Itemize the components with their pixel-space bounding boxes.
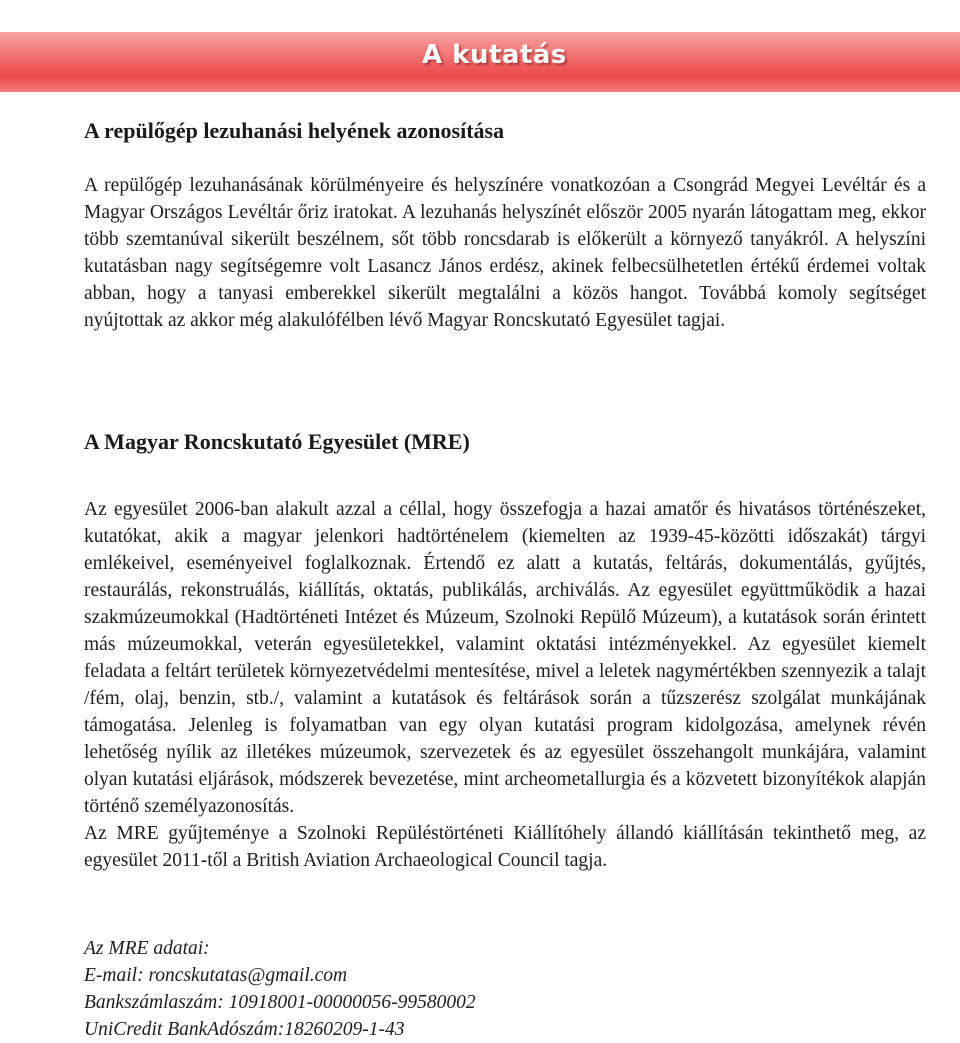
contact-tax-id: UniCredit BankAdószám:18260209-1-43 [84,1019,405,1040]
section-text-crash-site [84,172,926,334]
paragraph: Az egyesület 2006-ban alakult azzal a céllal, hogy összefogja a hazai amatőr és hivatásos történészeket, kutatókat, akik a magyar jelenkori hadtörténelem (kiemelten az 1939-45-közötti időszakát) tárgyi emlékeivel, eseményeivel foglalkoznak. Értendő ez alatt a kutatás, feltárás, dokumentálás, gyűjtés, restaurálás, rekonstruálás, kiállítás, oktatás, publikálás, archiválás. Az egyesület együttműködik a hazai szakmúzeumokkal (Hadtörténeti Intézet és Múzeum, Szolnoki Repülő Múzeum), a kutatások során érintett más múzeumokkal, veterán egyesületekkel, valamint oktatási intézményekkel. Az egyesület kiemelt feladata a feltárt területek környezetvédelmi mentesítése, mivel a leletek nagymértékben szennyezik a talajt /fém, olaj, benzin, stb./, valamint a kutatások és feltárások során a tűzszerész szolgálat munkájának támogatása. Jelenleg is folyamatban van egy olyan kutatási program kidolgozása, amelynek révén lehetőség nyílik az illetékes múzeumok, szervezetek és az egyesület összehangolt munkájára, valamint olyan kutatási eljárások, módszerek bevezetése, mint archeometallurgia és a közvetett bizonyítékok alapján történő személyazonosítás. [84,499,926,817]
paragraph: Az MRE gyűjteménye a Szolnoki Repüléstörténeti Kiállítóhely állandó kiállításán tekinthető meg, az egyesület 2011-től a British Aviation Archaeological Council tagja. [84,823,926,871]
section-heading-mre: A Magyar Roncskutató Egyesület (MRE) [84,429,470,454]
contact-email: E-mail: roncskutatas@gmail.com [84,965,348,986]
section-heading-crash-site: A repülőgép lezuhanási helyének azonosítása [84,118,505,143]
contact-title: Az MRE adatai: [84,938,210,959]
contact-bank-account: Bankszámlaszám: 10918001-00000056-99580002 [84,992,476,1013]
page-title: A kutatás [422,40,567,70]
header-banner [0,32,960,92]
paragraph: A repülőgép lezuhanásának körülményeire és helyszínére vonatkozóan a Csongrád Megyei Levéltár és a Magyar Országos Levéltár őriz iratokat. A lezuhanás helyszínét először 2005 nyarán látogattam meg, ekkor több szemtanúval sikerült beszélnem, sőt több roncsdarab is előkerült a környező tanyákról. A helyszíni kutatásban nagy segítségemre volt Lasancz János erdész, akinek felbecsülhetetlen értékű érdemei voltak abban, hogy a tanyasi emberekkel sikerült megtalálni a közös hangot. Továbbá komoly segítséget nyújtottak az akkor még alakulófélben lévő Magyar Roncskutató Egyesület tagjai. [84,175,926,331]
section-text-mre [84,496,926,874]
contact-info [84,935,476,1043]
